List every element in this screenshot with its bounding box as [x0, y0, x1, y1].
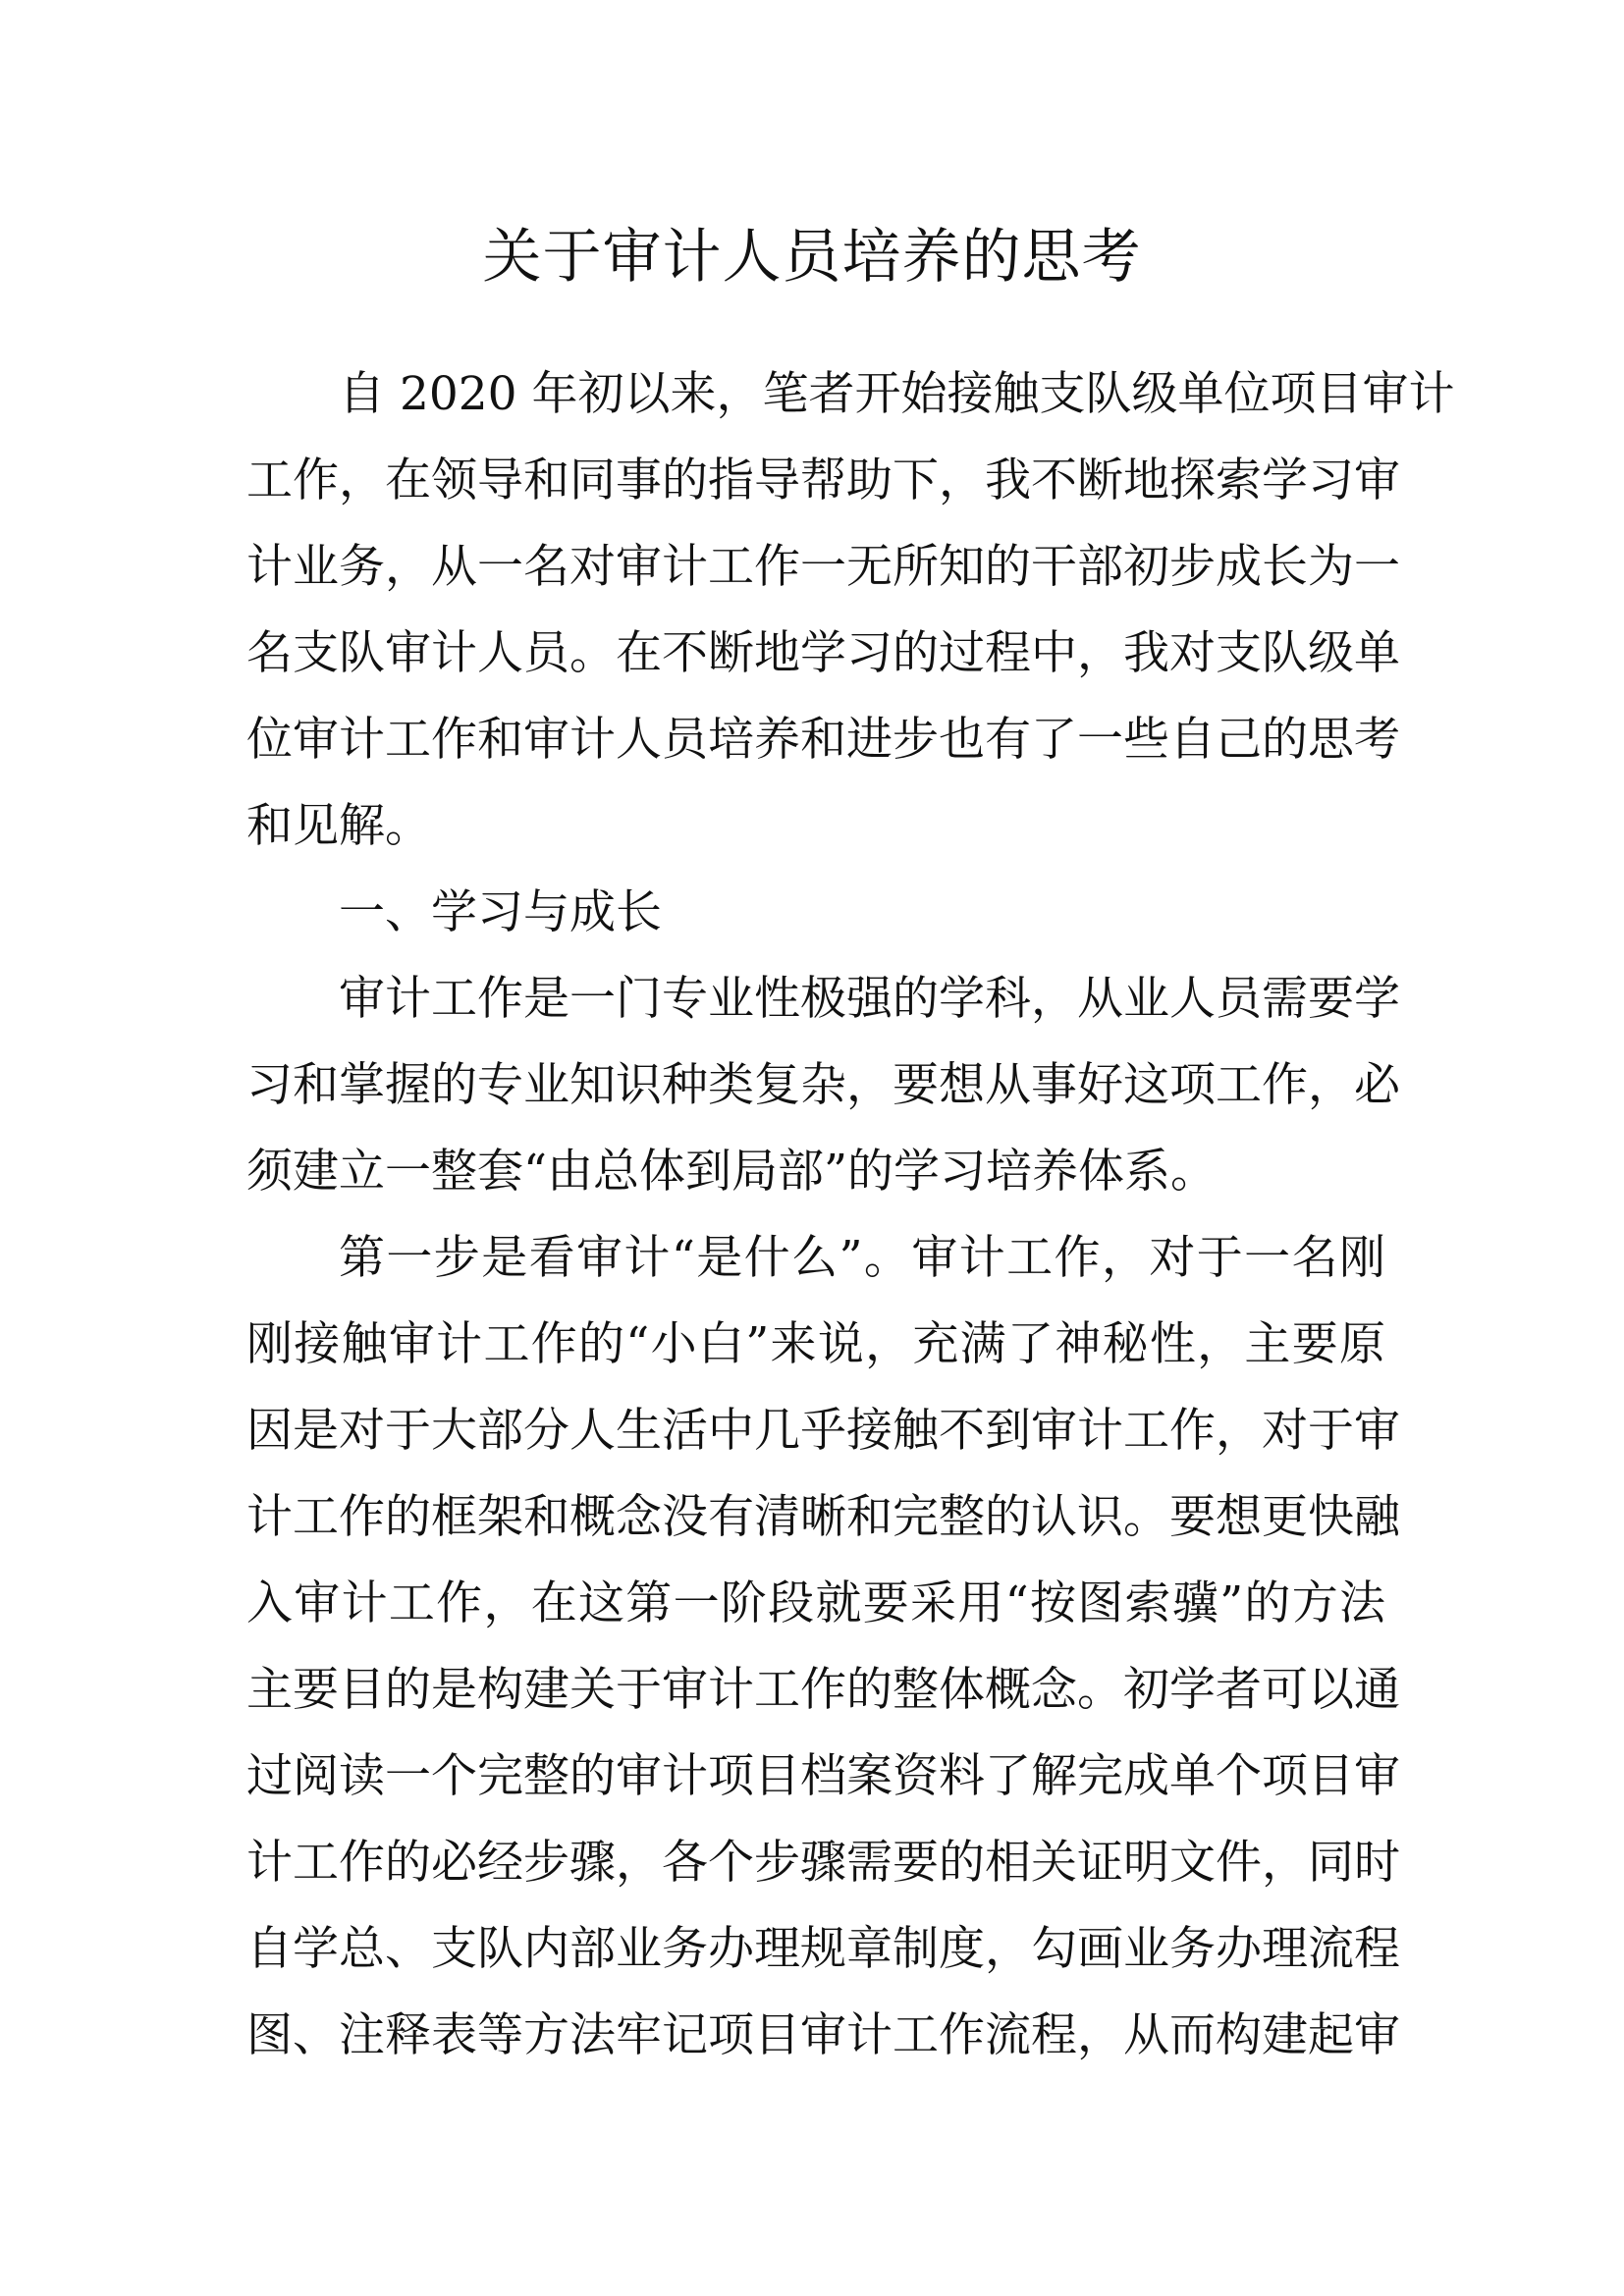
paragraph-line: 和见解。 — [246, 799, 431, 853]
paragraph-line: 自学总、支队内部业务办理规章制度，勾画业务办理流程 — [246, 1922, 1400, 1976]
paragraph-line: 审计工作是一门专业性极强的学科，从业人员需要学 — [339, 972, 1400, 1026]
paragraph-line: 计工作的必经步骤，各个步骤需要的相关证明文件，同时 — [246, 1836, 1400, 1890]
paragraph-line: 计业务，从一名对审计工作一无所知的干部初步成长为一 — [246, 540, 1400, 594]
paragraph-line: 须建立一整套“由总体到局部”的学习培养体系。 — [246, 1145, 1218, 1199]
paragraph-line: 入审计工作，在这第一阶段就要采用“按图索骥”的方法 — [246, 1576, 1385, 1630]
paragraph-line: 图、注释表等方法牢记项目审计工作流程，从而构建起审 — [246, 2008, 1400, 2062]
paragraph-line: 刚接触审计工作的“小白”来说，充满了神秘性，主要原 — [246, 1317, 1385, 1371]
document-body — [246, 351, 1455, 2079]
paragraph-line: 主要目的是构建关于审计工作的整体概念。初学者可以通 — [246, 1663, 1400, 1717]
section-heading: 一、学习与成长 — [339, 885, 662, 939]
document-title: 关于审计人员培养的思考 — [482, 223, 1142, 292]
paragraph-line: 过阅读一个完整的审计项目档案资料了解完成单个项目审 — [246, 1749, 1400, 1803]
paragraph-line: 第一步是看审计“是什么”。审计工作，对于一名刚 — [339, 1231, 1385, 1285]
paragraph-line: 习和掌握的专业知识种类复杂，要想从事好这项工作，必 — [246, 1058, 1400, 1112]
paragraph-line: 计工作的框架和概念没有清晰和完整的认识。要想更快融 — [246, 1490, 1400, 1544]
paragraph-line: 因是对于大部分人生活中几乎接触不到审计工作，对于审 — [246, 1404, 1400, 1458]
paragraph-line: 工作，在领导和同事的指导帮助下，我不断地探索学习审 — [246, 454, 1400, 507]
paragraph-line: 位审计工作和审计人员培养和进步也有了一些自己的思考 — [246, 713, 1400, 767]
paragraph-line: 名支队审计人员。在不断地学习的过程中，我对支队级单 — [246, 626, 1400, 680]
paragraph-line: 自 2020 年初以来，笔者开始接触支队级单位项目审计 — [339, 367, 1455, 421]
